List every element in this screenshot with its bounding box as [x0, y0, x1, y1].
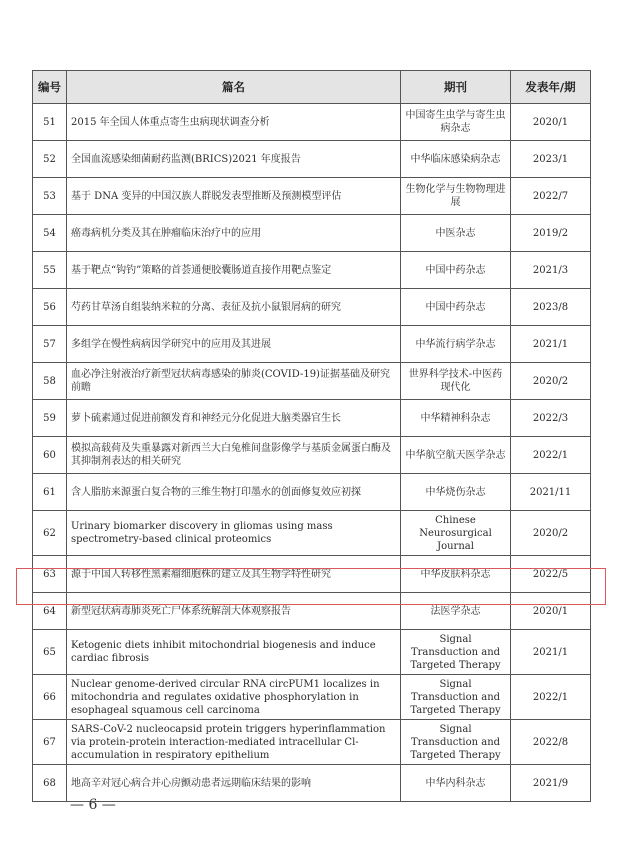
- row-num: 51: [33, 104, 67, 141]
- table-row: [33, 765, 591, 802]
- row-title: 芍药甘草汤自组装纳米粒的分离、表征及抗小鼠银屑病的研究: [67, 289, 401, 326]
- row-title: 全国血流感染细菌耐药监测(BRICS)2021 年度报告: [67, 141, 401, 178]
- row-year: 2022/8: [511, 720, 591, 765]
- row-year: 2023/1: [511, 141, 591, 178]
- row-num: 57: [33, 326, 67, 363]
- row-year: 2022/1: [511, 437, 591, 474]
- row-year: 2020/2: [511, 363, 591, 400]
- table-row: [33, 252, 591, 289]
- row-num: 62: [33, 511, 67, 556]
- table-row: [33, 511, 591, 556]
- row-year: 2020/2: [511, 511, 591, 556]
- row-title: 血必净注射液治疗新型冠状病毒感染的肺炎(COVID-19)证据基础及研究前瞻: [67, 363, 401, 400]
- row-num: 65: [33, 630, 67, 675]
- row-num: 56: [33, 289, 67, 326]
- row-journal: 中华精神科杂志: [401, 400, 511, 437]
- row-year: 2022/5: [511, 556, 591, 593]
- row-title: Ketogenic diets inhibit mitochondrial biogenesis and induce cardiac fibrosis: [67, 630, 401, 675]
- row-num: 64: [33, 593, 67, 630]
- row-title: 基于靶点“钩钓”策略的首荟通便胶囊肠道直接作用靶点鉴定: [67, 252, 401, 289]
- table-row: [33, 104, 591, 141]
- row-year: 2021/11: [511, 474, 591, 511]
- table-row: [33, 474, 591, 511]
- row-journal: 生物化学与生物物理进展: [401, 178, 511, 215]
- row-num: 54: [33, 215, 67, 252]
- row-title: 萝卜硫素通过促进前额发育和神经元分化促进大脑类器官生长: [67, 400, 401, 437]
- row-journal: 中华临床感染病杂志: [401, 141, 511, 178]
- table-header-row: [33, 71, 591, 104]
- table-row: [33, 326, 591, 363]
- row-title: 新型冠状病毒肺炎死亡尸体系统解剖大体观察报告: [67, 593, 401, 630]
- publication-table: [32, 70, 591, 802]
- row-journal: 中华皮肤科杂志: [401, 556, 511, 593]
- row-num: 52: [33, 141, 67, 178]
- row-year: 2022/1: [511, 675, 591, 720]
- row-year: 2020/1: [511, 104, 591, 141]
- row-num: 63: [33, 556, 67, 593]
- row-title: Nuclear genome-derived circular RNA circPUM1 localizes in mitochondria and regulates oxidative phosphorylation in esophageal squamous cell carcinoma: [67, 675, 401, 720]
- row-num: 67: [33, 720, 67, 765]
- row-year: 2021/1: [511, 326, 591, 363]
- row-title: Urinary biomarker discovery in gliomas using mass spectrometry-based clinical proteomics: [67, 511, 401, 556]
- page-number: — 6 —: [70, 797, 116, 813]
- row-num: 61: [33, 474, 67, 511]
- row-title: 癌毒病机分类及其在肿瘤临床治疗中的应用: [67, 215, 401, 252]
- row-year: 2023/8: [511, 289, 591, 326]
- row-journal: 世界科学技术-中医药现代化: [401, 363, 511, 400]
- row-year: 2021/1: [511, 630, 591, 675]
- table-row: [33, 556, 591, 593]
- row-journal: 中国中药杂志: [401, 289, 511, 326]
- row-journal: 法医学杂志: [401, 593, 511, 630]
- table-row: [33, 675, 591, 720]
- table-row-highlighted: [33, 593, 591, 630]
- row-journal: 中华流行病学杂志: [401, 326, 511, 363]
- row-journal: Signal Transduction and Targeted Therapy: [401, 675, 511, 720]
- row-year: 2021/9: [511, 765, 591, 802]
- row-journal: 中医杂志: [401, 215, 511, 252]
- table-row: [33, 437, 591, 474]
- table-row: [33, 141, 591, 178]
- row-year: 2022/7: [511, 178, 591, 215]
- row-journal: Signal Transduction and Targeted Therapy: [401, 630, 511, 675]
- table-row: [33, 178, 591, 215]
- header-year: 发表年/期: [511, 71, 591, 104]
- table-row: [33, 289, 591, 326]
- row-title: SARS-CoV-2 nucleocapsid protein triggers hyperinflammation via protein-protein interaction-mediated intracellular Cl- accumulation in respiratory epithelium: [67, 720, 401, 765]
- row-num: 55: [33, 252, 67, 289]
- row-title: 模拟高载荷及失重暴露对新西兰大白兔椎间盘影像学与基质金属蛋白酶及其抑制剂表达的相关研究: [67, 437, 401, 474]
- header-num: 编号: [33, 71, 67, 104]
- row-title: 基于 DNA 变异的中国汉族人群脱发表型推断及预测模型评估: [67, 178, 401, 215]
- row-title: 源于中国人转移性黑素瘤细胞株的建立及其生物学特性研究: [67, 556, 401, 593]
- row-journal: 中华烧伤杂志: [401, 474, 511, 511]
- row-year: 2022/3: [511, 400, 591, 437]
- row-num: 53: [33, 178, 67, 215]
- row-journal: Chinese Neurosurgical Journal: [401, 511, 511, 556]
- row-num: 58: [33, 363, 67, 400]
- row-title: 含人脂肪来源蛋白复合物的三维生物打印墨水的创面修复效应初探: [67, 474, 401, 511]
- table-row: [33, 215, 591, 252]
- row-num: 66: [33, 675, 67, 720]
- row-num: 68: [33, 765, 67, 802]
- row-title: 多组学在慢性病病因学研究中的应用及其进展: [67, 326, 401, 363]
- row-title: 地高辛对冠心病合并心房颤动患者远期临床结果的影响: [67, 765, 401, 802]
- table-row: [33, 720, 591, 765]
- row-year: 2019/2: [511, 215, 591, 252]
- header-journal: 期刊: [401, 71, 511, 104]
- row-year: 2021/3: [511, 252, 591, 289]
- row-title: 2015 年全国人体重点寄生虫病现状调查分析: [67, 104, 401, 141]
- row-year: 2020/1: [511, 593, 591, 630]
- table-row: [33, 630, 591, 675]
- header-title: 篇名: [67, 71, 401, 104]
- row-journal: Signal Transduction and Targeted Therapy: [401, 720, 511, 765]
- row-journal: 中华航空航天医学杂志: [401, 437, 511, 474]
- table-row: [33, 400, 591, 437]
- row-num: 60: [33, 437, 67, 474]
- table-row: [33, 363, 591, 400]
- row-journal: 中国中药杂志: [401, 252, 511, 289]
- row-num: 59: [33, 400, 67, 437]
- row-journal: 中国寄生虫学与寄生虫病杂志: [401, 104, 511, 141]
- row-journal: 中华内科杂志: [401, 765, 511, 802]
